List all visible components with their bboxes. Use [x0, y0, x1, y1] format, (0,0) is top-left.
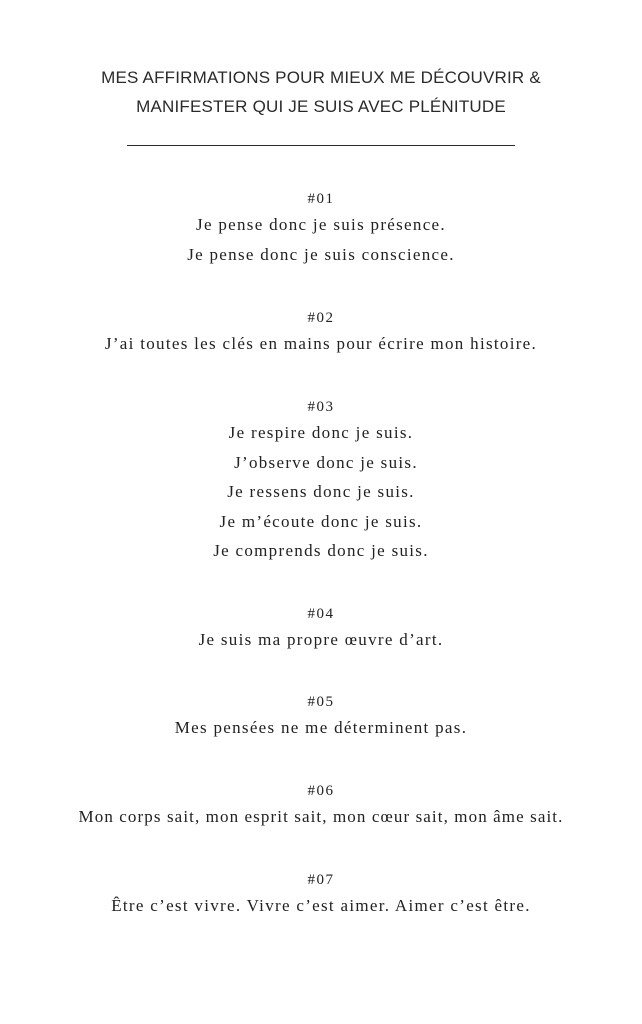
page-title [0, 63, 642, 121]
affirmation-number: #05 [307, 694, 335, 710]
affirmation-line: Je m’écoute donc je suis. [219, 511, 423, 531]
affirmation-line: Mes pensées ne me déterminent pas. [174, 718, 468, 737]
affirmation-number: #07 [307, 872, 335, 888]
affirmation-number: #04 [307, 606, 335, 622]
page-title-line-1: MES AFFIRMATIONS POUR MIEUX ME DÉCOUVRIR & [101, 68, 541, 87]
affirmation-line: Je pense donc je suis conscience. [187, 244, 455, 264]
affirmation-03 [0, 396, 642, 566]
affirmation-line: Je suis ma propre œuvre d’art. [198, 630, 444, 649]
affirmation-number: #06 [307, 783, 335, 799]
affirmation-line: Je comprends donc je suis. [213, 541, 429, 560]
affirmation-number: #03 [307, 399, 335, 415]
affirmation-01 [0, 188, 642, 269]
affirmation-04 [0, 603, 642, 655]
affirmation-line: Mon corps sait, mon esprit sait, mon cœur sait, mon âme sait. [78, 807, 564, 826]
affirmation-line: Je respire donc je suis. [228, 423, 414, 442]
affirmation-05 [0, 691, 642, 743]
affirmation-line: J’observe donc je suis. [234, 452, 418, 472]
title-divider [127, 145, 515, 146]
affirmation-02 [0, 307, 642, 359]
page-title-line-2: MANIFESTER QUI JE SUIS AVEC PLÉNITUDE [136, 97, 506, 116]
affirmation-line: Je ressens donc je suis. [227, 482, 415, 501]
affirmation-line: Être c’est vivre. Vivre c’est aimer. Aimer c’est être. [111, 896, 531, 915]
affirmation-number: #02 [307, 310, 335, 326]
affirmation-07 [0, 869, 642, 921]
affirmation-line: Je pense donc je suis présence. [196, 215, 446, 234]
affirmation-line: J’ai toutes les clés en mains pour écrire mon histoire. [104, 334, 538, 353]
affirmation-number: #01 [307, 191, 335, 207]
affirmation-06 [0, 780, 642, 832]
